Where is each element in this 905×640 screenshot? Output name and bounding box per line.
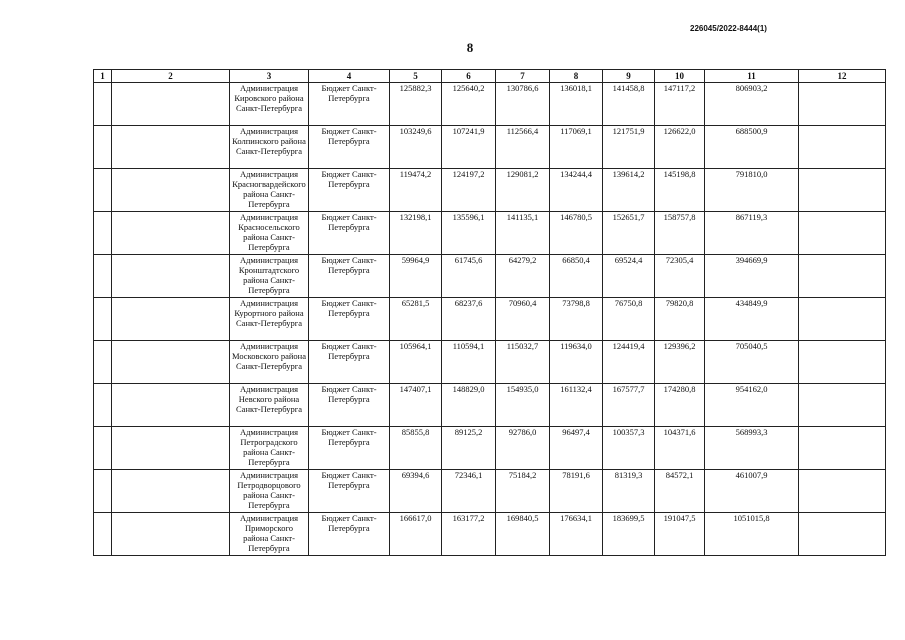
- admin-name-cell: Администрация Кронштадтского района Санкт-Петербурга: [230, 255, 309, 298]
- empty-cell-1: [94, 384, 112, 427]
- value-cell-9: 124419,4: [603, 341, 655, 384]
- total-cell: 791810,0: [705, 169, 799, 212]
- empty-cell-2: [112, 126, 230, 169]
- value-cell-8: 117069,1: [550, 126, 603, 169]
- empty-cell-1: [94, 255, 112, 298]
- value-cell-5: 85855,8: [390, 427, 442, 470]
- empty-cell-12: [799, 126, 886, 169]
- value-cell-5: 119474,2: [390, 169, 442, 212]
- column-header: 4: [309, 70, 390, 83]
- value-cell-7: 141135,1: [496, 212, 550, 255]
- value-cell-8: 134244,4: [550, 169, 603, 212]
- value-cell-8: 136018,1: [550, 83, 603, 126]
- empty-cell-12: [799, 255, 886, 298]
- total-cell: 568993,3: [705, 427, 799, 470]
- table-row: [94, 513, 886, 556]
- budget-source-cell: Бюджет Санкт-Петербурга: [309, 255, 390, 298]
- value-cell-10: 129396,2: [655, 341, 705, 384]
- column-header: 3: [230, 70, 309, 83]
- table-row: [94, 427, 886, 470]
- value-cell-10: 158757,8: [655, 212, 705, 255]
- table-row: [94, 298, 886, 341]
- value-cell-7: 64279,2: [496, 255, 550, 298]
- empty-cell-12: [799, 298, 886, 341]
- value-cell-6: 163177,2: [442, 513, 496, 556]
- admin-name-cell: Администрация Московского района Санкт-Петербурга: [230, 341, 309, 384]
- value-cell-9: 152651,7: [603, 212, 655, 255]
- value-cell-6: 124197,2: [442, 169, 496, 212]
- empty-cell-1: [94, 169, 112, 212]
- value-cell-5: 166617,0: [390, 513, 442, 556]
- admin-name-cell: Администрация Приморского района Санкт-Петербурга: [230, 513, 309, 556]
- value-cell-9: 100357,3: [603, 427, 655, 470]
- value-cell-7: 115032,7: [496, 341, 550, 384]
- value-cell-5: 132198,1: [390, 212, 442, 255]
- admin-name-cell: Администрация Кировского района Санкт-Петербурга: [230, 83, 309, 126]
- value-cell-9: 167577,7: [603, 384, 655, 427]
- value-cell-8: 146780,5: [550, 212, 603, 255]
- empty-cell-12: [799, 212, 886, 255]
- value-cell-6: 110594,1: [442, 341, 496, 384]
- value-cell-5: 105964,1: [390, 341, 442, 384]
- empty-cell-2: [112, 298, 230, 341]
- empty-cell-1: [94, 83, 112, 126]
- value-cell-7: 169840,5: [496, 513, 550, 556]
- empty-cell-2: [112, 341, 230, 384]
- value-cell-7: 112566,4: [496, 126, 550, 169]
- admin-name-cell: Администрация Курортного района Санкт-Петербурга: [230, 298, 309, 341]
- total-cell: 954162,0: [705, 384, 799, 427]
- column-header: 7: [496, 70, 550, 83]
- value-cell-7: 130786,6: [496, 83, 550, 126]
- admin-name-cell: Администрация Петродворцового района Санкт-Петербурга: [230, 470, 309, 513]
- empty-cell-1: [94, 427, 112, 470]
- value-cell-10: 79820,8: [655, 298, 705, 341]
- empty-cell-12: [799, 83, 886, 126]
- value-cell-9: 141458,8: [603, 83, 655, 126]
- value-cell-9: 139614,2: [603, 169, 655, 212]
- empty-cell-1: [94, 513, 112, 556]
- admin-name-cell: Администрация Петроградского района Санкт-Петербурга: [230, 427, 309, 470]
- budget-source-cell: Бюджет Санкт-Петербурга: [309, 83, 390, 126]
- value-cell-6: 68237,6: [442, 298, 496, 341]
- value-cell-7: 92786,0: [496, 427, 550, 470]
- empty-cell-2: [112, 169, 230, 212]
- value-cell-9: 121751,9: [603, 126, 655, 169]
- value-cell-10: 174280,8: [655, 384, 705, 427]
- page-number: 8: [466, 40, 474, 55]
- column-header: 11: [705, 70, 799, 83]
- value-cell-8: 161132,4: [550, 384, 603, 427]
- column-header: 6: [442, 70, 496, 83]
- table-row: [94, 384, 886, 427]
- budget-source-cell: Бюджет Санкт-Петербурга: [309, 470, 390, 513]
- total-cell: 1051015,8: [705, 513, 799, 556]
- total-cell: 867119,3: [705, 212, 799, 255]
- value-cell-6: 61745,6: [442, 255, 496, 298]
- admin-name-cell: Администрация Красносельского района Санкт-Петербурга: [230, 212, 309, 255]
- value-cell-9: 183699,5: [603, 513, 655, 556]
- value-cell-5: 125882,3: [390, 83, 442, 126]
- value-cell-10: 126622,0: [655, 126, 705, 169]
- value-cell-10: 84572,1: [655, 470, 705, 513]
- value-cell-8: 96497,4: [550, 427, 603, 470]
- table-row: [94, 470, 886, 513]
- value-cell-10: 72305,4: [655, 255, 705, 298]
- column-header: 5: [390, 70, 442, 83]
- empty-cell-12: [799, 384, 886, 427]
- empty-cell-1: [94, 126, 112, 169]
- empty-cell-2: [112, 83, 230, 126]
- document-id: 226045/2022-8444(1): [690, 24, 767, 33]
- value-cell-8: 73798,8: [550, 298, 603, 341]
- table-row: [94, 255, 886, 298]
- column-header: 2: [112, 70, 230, 83]
- empty-cell-1: [94, 341, 112, 384]
- empty-cell-1: [94, 212, 112, 255]
- budget-source-cell: Бюджет Санкт-Петербурга: [309, 169, 390, 212]
- empty-cell-12: [799, 427, 886, 470]
- total-cell: 806903,2: [705, 83, 799, 126]
- admin-name-cell: Администрация Красногвардейского района Санкт-Петербурга: [230, 169, 309, 212]
- value-cell-8: 176634,1: [550, 513, 603, 556]
- column-header: 9: [603, 70, 655, 83]
- value-cell-7: 129081,2: [496, 169, 550, 212]
- empty-cell-2: [112, 470, 230, 513]
- empty-cell-1: [94, 470, 112, 513]
- table-row: [94, 126, 886, 169]
- budget-source-cell: Бюджет Санкт-Петербурга: [309, 427, 390, 470]
- total-cell: 461007,9: [705, 470, 799, 513]
- column-header: 8: [550, 70, 603, 83]
- table-row: [94, 83, 886, 126]
- value-cell-8: 119634,0: [550, 341, 603, 384]
- empty-cell-12: [799, 513, 886, 556]
- value-cell-5: 147407,1: [390, 384, 442, 427]
- value-cell-6: 135596,1: [442, 212, 496, 255]
- value-cell-9: 69524,4: [603, 255, 655, 298]
- empty-cell-2: [112, 255, 230, 298]
- value-cell-10: 147117,2: [655, 83, 705, 126]
- value-cell-10: 104371,6: [655, 427, 705, 470]
- budget-source-cell: Бюджет Санкт-Петербурга: [309, 341, 390, 384]
- value-cell-5: 65281,5: [390, 298, 442, 341]
- budget-table: [93, 69, 886, 556]
- value-cell-8: 78191,6: [550, 470, 603, 513]
- empty-cell-2: [112, 384, 230, 427]
- value-cell-8: 66850,4: [550, 255, 603, 298]
- value-cell-7: 70960,4: [496, 298, 550, 341]
- budget-source-cell: Бюджет Санкт-Петербурга: [309, 513, 390, 556]
- value-cell-6: 89125,2: [442, 427, 496, 470]
- value-cell-7: 154935,0: [496, 384, 550, 427]
- empty-cell-12: [799, 169, 886, 212]
- value-cell-9: 76750,8: [603, 298, 655, 341]
- empty-cell-12: [799, 341, 886, 384]
- budget-source-cell: Бюджет Санкт-Петербурга: [309, 384, 390, 427]
- empty-cell-2: [112, 427, 230, 470]
- value-cell-6: 148829,0: [442, 384, 496, 427]
- admin-name-cell: Администрация Колпинского района Санкт-Петербурга: [230, 126, 309, 169]
- budget-source-cell: Бюджет Санкт-Петербурга: [309, 212, 390, 255]
- value-cell-5: 69394,6: [390, 470, 442, 513]
- value-cell-5: 103249,6: [390, 126, 442, 169]
- total-cell: 688500,9: [705, 126, 799, 169]
- column-header: 10: [655, 70, 705, 83]
- admin-name-cell: Администрация Невского района Санкт-Петербурга: [230, 384, 309, 427]
- column-header: 12: [799, 70, 886, 83]
- column-header: 1: [94, 70, 112, 83]
- budget-source-cell: Бюджет Санкт-Петербурга: [309, 126, 390, 169]
- table-row: [94, 169, 886, 212]
- total-cell: 434849,9: [705, 298, 799, 341]
- total-cell: 705040,5: [705, 341, 799, 384]
- empty-cell-1: [94, 298, 112, 341]
- table-row: [94, 212, 886, 255]
- value-cell-10: 191047,5: [655, 513, 705, 556]
- empty-cell-2: [112, 513, 230, 556]
- empty-cell-2: [112, 212, 230, 255]
- value-cell-9: 81319,3: [603, 470, 655, 513]
- value-cell-6: 107241,9: [442, 126, 496, 169]
- value-cell-5: 59964,9: [390, 255, 442, 298]
- value-cell-7: 75184,2: [496, 470, 550, 513]
- value-cell-10: 145198,8: [655, 169, 705, 212]
- total-cell: 394669,9: [705, 255, 799, 298]
- budget-source-cell: Бюджет Санкт-Петербурга: [309, 298, 390, 341]
- column-number-row: [94, 70, 886, 83]
- value-cell-6: 125640,2: [442, 83, 496, 126]
- table-row: [94, 341, 886, 384]
- value-cell-6: 72346,1: [442, 470, 496, 513]
- empty-cell-12: [799, 470, 886, 513]
